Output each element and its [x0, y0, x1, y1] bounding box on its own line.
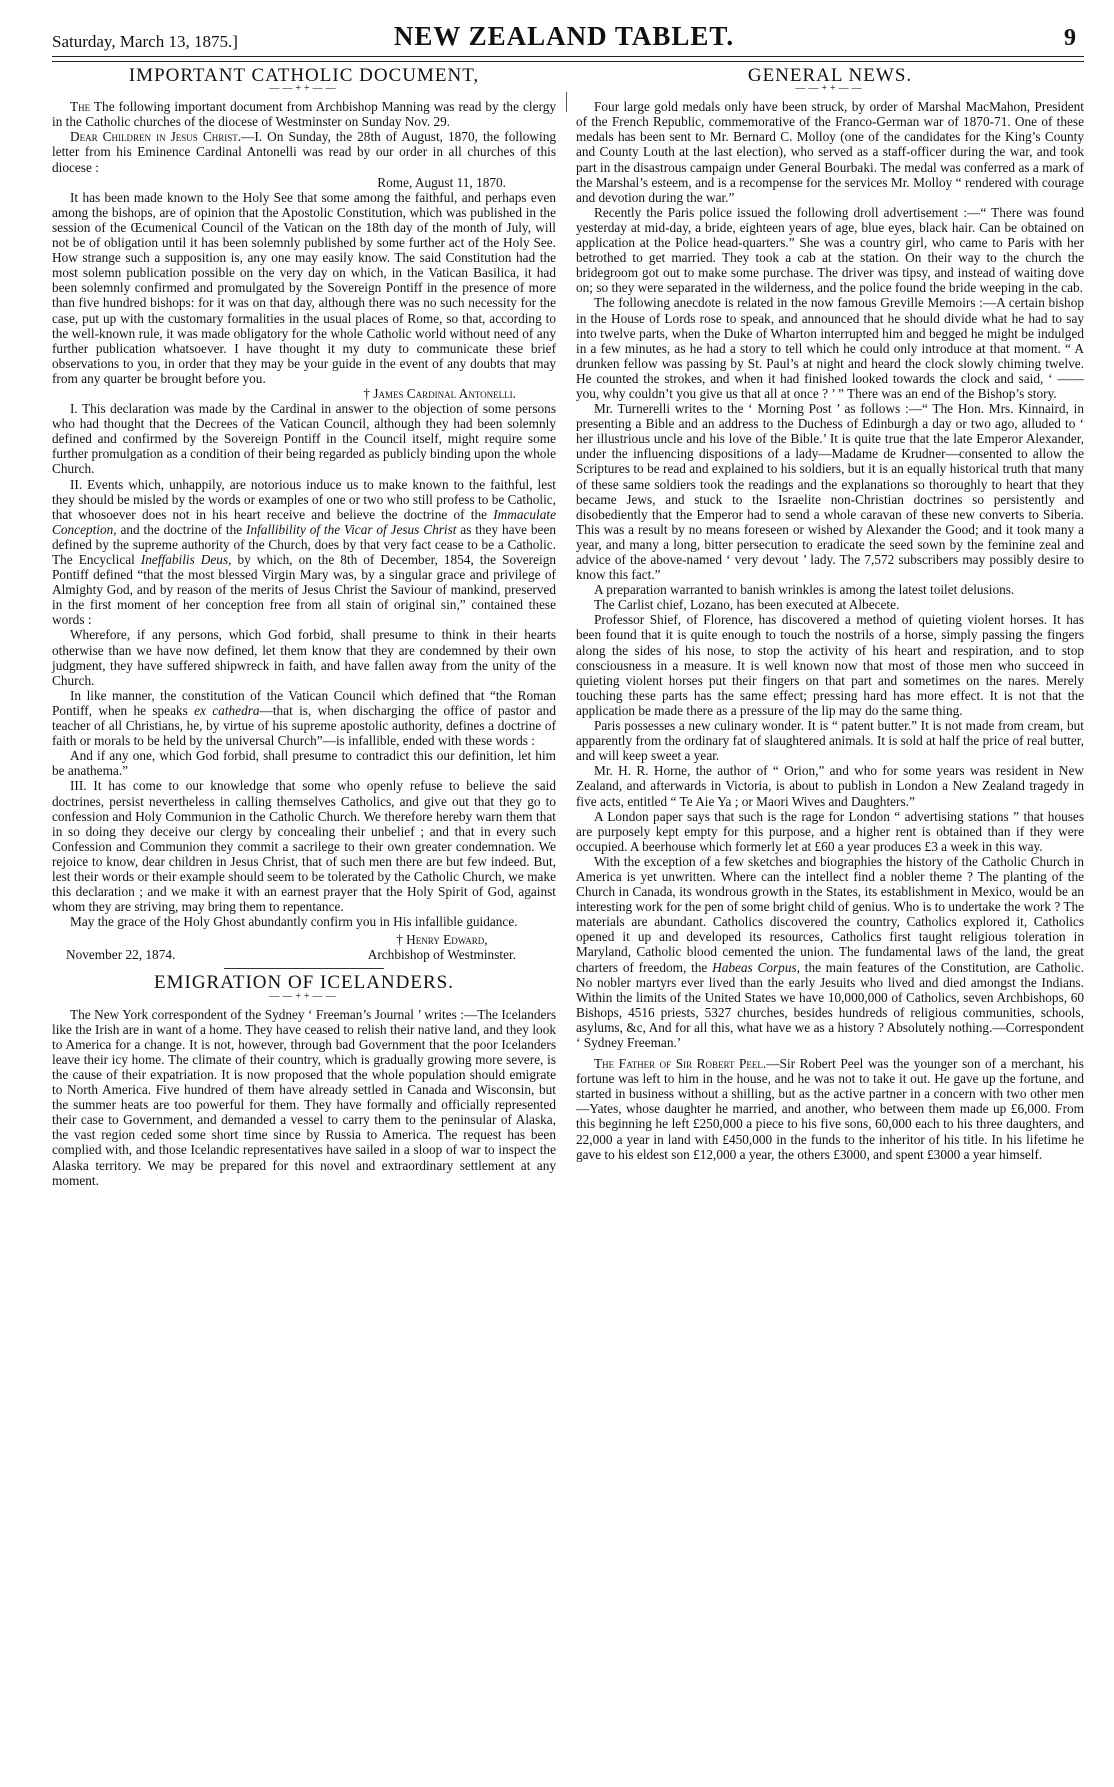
news-item: Paris possesses a new culinary wonder. It is “ patent butter.” It is not made from cream, but apparently from the ordinary fat of slaughtered animals. It is sold at half the price of real butter, and will keep sweet a year.	[576, 718, 1084, 764]
italic-text: Habeas Corpus,	[712, 959, 800, 975]
italic-text: Immaculate Conception,	[52, 506, 556, 537]
article-heading-catholic-document: IMPORTANT CATHOLIC DOCUMENT,	[128, 65, 480, 86]
paragraph-text: by which, on the 8th of December, 1854, the Sovereign Pontiff defined “that the most blessed Virgin Mary was, by a singular grace and privilege of Almighty God, and by reason of the merits of Jesus Christ the Saviour of mankind, preserved in the first moment of her conception free from all stain of original sin,” contained these words :	[52, 552, 556, 628]
news-item: Recently the Paris police issued the following droll advertisement :—“ There was found yesterday at mid-day, a bride, eighteen years of age, blue eyes, black hair. Can be obtained on application at the Police head-quarters.” She was a country girl, who came to Paris with her betrothed to get married. They took a cab at the station. On their way to the church the bridegroom got out to make some purchase. The driver was tipsy, and instead of waiting dove on; so they were separated in the wilderness, and the police found the bride weeping in the cab.	[576, 204, 1084, 296]
masthead-rule	[52, 56, 1084, 62]
news-item: Professor Shief, of Florence, has discovered a method of quieting violent horses. It has been found that it is quite enough to touch the nostrils of a horse, simply passing the fingers along the sides of his nose, to stop the activity of his heart and respiration, and to stop consciousness in a measure. It is well known now that most of those men who succeed in quieting violent horses put their fingers on that part and sometimes on the nares. Merely touching these parts has the same effect; pressing hard has more effect. It is not that the application be made there as a pressure of the lip may do the same thing.	[576, 612, 1084, 718]
paragraph: It has been made known to the Holy See that some among the faithful, and perhaps even among the bishops, are of opinion that the Apostolic Constitution, which was published in the session of the Œcumenical Council of the Vatican on the 18th day of the month of July, will not be of obligation until it has been solemnly published by some further act of the Holy See. How strange such a supposition is, any one may easily know. The said Constitution had the most solemn publication possible on the very day on which, in the Vatican Basilica, it had been solemnly confirmed and promulgated by the Sovereign Pontiff in the presence of more than five hundred bishops: for it was on that day, although there was no such necessity for the case, put up with the customary formalities in the usual places of Rome, so that, according to the well-known rule, it was made obligatory for the whole Catholic world without need of any further publication whatsoever. I have thought it my duty to communicate these brief observations to you, in order that they may be your guide in the event of any doubts that may from any quarter be brought before you.	[52, 189, 556, 386]
article-intro	[52, 99, 556, 129]
heading-ornament: ——++——	[269, 83, 339, 95]
paragraph: III. It has come to our knowledge that some who openly refuse to believe the said doctrines, persist nevertheless in calling themselves Catholics, and give out that they go to confession and Holy Communion in the Catholic Church. We therefore hereby warn them that in so doing they deceive our clergy by concealing their unbelief ; and that in every such Confession and Communion they commit a sacrilege to their own greater condemnation. We rejoice to know, dear children in Jesus Christ, that of such men there are but few indeed. But, lest their words or their example should seem to be tolerated by the Catholic Church, we make this declaration ; and we make it with an earnest prayer that the Holy Spirit of God, against whom they are striving, may bring them to repentance.	[52, 778, 556, 915]
intro-text: The following important document from Archbishop Manning was read by the clergy in the Catholic churches of the diocese of Westminster on Sunday Nov. 29.	[52, 99, 556, 130]
paragraph: May the grace of the Holy Ghost abundantly confirm you in His infallible guidance.	[70, 914, 518, 930]
document-date: November 22, 1874.	[66, 947, 176, 963]
paragraph-text: the main features of the Constitution, are Catholic. No nobler martyrs ever lived than the early Jesuits who lived and died amongst the Indians. Within the limits of the United States we have 10,000,000 of Catholics, seven Archbishops, 60 Bishops, 4516 priests, 5327 churches, besides hundreds of religious communities, schools, asylums, &c, And for all this, what have we as a history ? Absolutely nothing.—Correspondent ‘ Sydney Freeman.’	[576, 959, 1085, 1050]
columns	[52, 66, 1084, 1188]
news-item: Mr. Turnerelli writes to the ‘ Morning Post ’ as follows :—“ The Hon. Mrs. Kinnaird, in presenting a Bible and an address to the Duchess of Edinburgh a day or two ago, alluded to ‘ her illustrious uncle and his love of the Bible.’ It is quite true that the late Emperor Alexander, under the influencing dispositions of a lady—Madame de Krudner—consented to allow the Scriptures to be read and explained to his soldiers, but it is an equally historical truth that many of these same soldiers took the readings and the explanations so thoroughly to heart that they became Jews, and stuck to the Israelite non-Christian doctrines so persistently and disobediently that the Emperor had to send a whole caravan of these new converts to Siberia. This was a result by no means foreseen or wished by Alexander the Good; and it took many a year, and many a long, bitter persecution to eradicate the seed sown by the feminine zeal and advice of the above-named ‘ very devout ’ lady. The 7,572 subscribers may possibly desire to know this fact.”	[576, 401, 1084, 583]
heading-ornament: ——++——	[795, 83, 865, 95]
news-item: The Carlist chief, Lozano, has been executed at Albecete.	[594, 597, 900, 613]
column-divider	[566, 92, 567, 112]
paragraph-text: II. Events which, unhappily, are notorious induce us to make known to the faithful, lest they should be misled by the words or examples of one or two who still profess to be Catholic, that whosoever does not in his heart receive and believe the doctrine of the	[52, 476, 556, 522]
italic-text: Ineffabilis Deus,	[140, 552, 232, 567]
paragraph-text: —Sir Robert Peel was the younger son of a merchant, his fortune was left to him in the house, and he was not to take it out. He gave up the fortune, and started in business without a shilling, but as the active partner in a concern with two other men—Yates, whose daughter he married, and another, who between them made up £6,000. From this beginning he left £250,000 a piece to his five sons, 60,000 each to his three daughters, and 22,000 a year in land with £450,000 in the funds to the inheritor of his title. In his lifetime he gave to his eldest son £12,000 a year, the others £3000, and spent £3000 a year himself.	[576, 1056, 1084, 1162]
paragraph-text: —I. On Sunday, the 28th of August, 1870, the following letter from his Eminence Cardinal Antonelli was read by our order in all churches of this diocese :	[52, 129, 556, 175]
news-lead: The Father of Sir Robert Peel.	[594, 1056, 767, 1072]
signature-manning	[368, 932, 556, 962]
article-divider	[224, 968, 384, 969]
news-item: Mr. H. R. Horne, the author of “ Orion,” and who for some years was resident in New Zealand, and afterwards in Victoria, is about to publish in London a New Zealand tragedy in five acts, entitled “ Te Aie Ya ; or Maori Wives and Daughters.”	[576, 763, 1084, 809]
salutation: Dear Children in Jesus Christ.	[70, 129, 242, 145]
paragraph-text: and the doctrine of the	[116, 521, 247, 537]
news-item	[576, 1056, 1084, 1162]
signature-name: † Henry Edward,	[396, 932, 488, 948]
italic-text: ex cathedra	[194, 702, 260, 718]
right-column	[576, 66, 1084, 1188]
left-column	[52, 66, 556, 1188]
paragraph: Wherefore, if any persons, which God forbid, shall presume to think in their hearts otherwise than we have now defined, let them know that they are condemned by their own judgment, they have suffered shipwreck in faith, and have fallen away from the unity of the Church.	[52, 627, 556, 688]
heading-ornament: ——++——	[269, 990, 339, 1002]
signature-block	[52, 931, 556, 962]
news-item: A London paper says that such is the rage for London “ advertising stations ” that houses are purposely kept empty for this purpose, and a higher rent is obtained than if they were occupied. A beerhouse which formerly let at £60 a year produces £3 a week in this way.	[576, 808, 1084, 854]
paragraph-text: With the exception of a few sketches and biographies the history of the Catholic Church in America is yet unwritten. Where can the intellect find a nobler theme ? The planting of the Church in Canada, its wondrous growth in the States, its establishment in Mexico, would be an interesting work for the pen of some bright child of genius. Who is to undertake the work ? The materials are abundant. Catholics discovered the country, Catholics explored it, Catholics opened it up and developed its resources, Catholics first taught religious toleration in Maryland, Catholic blood cemented the union. The fundamental laws of the land, the great charters of freedom, the	[576, 853, 1084, 975]
paragraph-text: In like manner, the constitution of the Vatican Council which defined that “the Roman Pontiff, when he speaks	[52, 687, 556, 718]
drop-word: The	[70, 99, 91, 115]
italic-text: Infallibility of the Vicar of Jesus Christ	[246, 521, 457, 537]
paragraph	[52, 477, 556, 628]
issue-date: Saturday, March 13, 1875.]	[52, 32, 238, 51]
paragraph	[52, 688, 556, 748]
paragraph: The New York correspondent of the Sydney ‘ Freeman’s Journal ’ writes :—The Icelanders like the Irish are in want of a home. They have ceased to relish their native land, and they look to America for a change. It is not, however, through bad Government that the poor Icelanders leave their icy home. The climate of their country, which is gradually growing more severe, is the cause of their expatriation. It is now proposed that the whole population should emigrate to North America. Five hundred of them have already settled in Canada and Wisconsin, but the summer heats are too powerful for them. They have formally and officially represented their case to Government, and demanded a vessel to carry them to the peninsular of Alaska, the vast region ceded some short time since by Russia to America. The request has been complied with, and those Icelandic representatives have sailed in a sloop of war to inspect the Alaska territory. We may be prepared for this novel and extraordinary settlement at any moment.	[52, 1006, 556, 1188]
paragraph: And if any one, which God forbid, shall presume to contradict this our definition, let him be anathema.”	[52, 748, 556, 779]
news-item: The following anecdote is related in the now famous Greville Memoirs :—A certain bishop in the House of Lords rose to speak, and announced that he should divide what he had to say into twelve parts, when the Duke of Wharton interrupted him and begged he might be indulged in a few minutes, as he had a story to tell which he could only introduce at that moment. “ A drunken fellow was passing by St. Paul’s at night and heard the clock slowly chiming twelve. He counted the strokes, and when it had finished looked towards the clock and said, ‘ —— you, why couldn’t you give us that all at once ? ’ ” There was an end of the Bishop’s story.	[576, 295, 1084, 401]
news-item	[576, 854, 1084, 1050]
news-item: A preparation warranted to banish wrinkles is among the latest toilet delusions.	[594, 582, 1015, 598]
article-heading-general-news: GENERAL NEWS.	[747, 65, 913, 86]
article-heading-icelanders: EMIGRATION OF ICELANDERS.	[154, 972, 454, 994]
paragraph: I. This declaration was made by the Cardinal in answer to the objection of some persons who had thought that the Decrees of the Vatican Council, although they had been solemnly defined and confirmed by the Sovereign Pontiff in the Council itself, might require some further promulgation as a condition of their being regarded as publicly binding upon the whole Church.	[52, 401, 556, 477]
paragraph-text: as they have been defined by the supreme authority of the Church, does by that very fact cease to be a Catholic. The Encyclical	[52, 521, 556, 567]
dateline: Rome, August 11, 1870.	[377, 174, 506, 190]
paragraph-text: —that is, when discharging the office of pastor and teacher of all Christians, he, by virtue of his supreme apostolic authority, defines a doctrine of faith or morals to be held by the universal Church”—is infallible, ended with these words :	[52, 702, 556, 749]
masthead	[52, 14, 1084, 52]
newspaper-title: NEW ZEALAND TABLET.	[393, 21, 735, 51]
paragraph	[52, 129, 556, 174]
signature-title: Archbishop of Westminster.	[367, 947, 516, 963]
signature-antonelli: † James Cardinal Antonelli.	[363, 385, 516, 401]
page-number: 9	[1064, 25, 1076, 51]
news-item: Four large gold medals only have been struck, by order of Marshal MacMahon, President of the French Republic, commemorative of the Franco-German war of 1870-71. One of these medals has been sent to Mr. Bernard C. Molloy (one of the candidates for the King’s County and County Louth at the last election), who served as a staff-officer during the war, and took part in the disastrous campaign under General Bourbaki. The medal was conferred as a mark of the Marshal’s esteem, and is a recompense for the services Mr. Molloy “ rendered with courage and devotion during the war.”	[576, 99, 1084, 205]
